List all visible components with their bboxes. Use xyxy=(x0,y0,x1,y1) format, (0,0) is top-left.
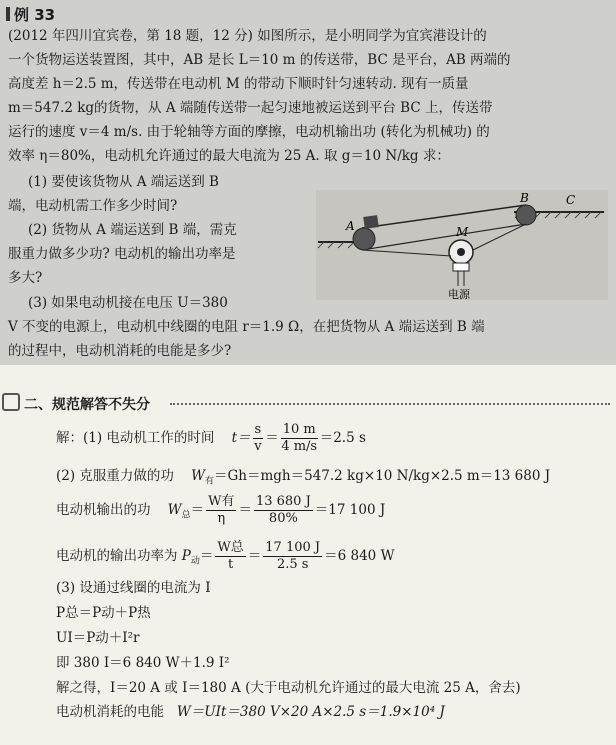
question-2-line-1: (2) 货物从 A 端运送到 B 端，需克 xyxy=(28,222,237,238)
solution-step-9: 解之得，I＝20 A 或 I＝180 A (大于电动机允许通过的最大电流 25 A，舍去) xyxy=(56,680,521,696)
solution-step-7: UI＝P动＋I²r xyxy=(56,630,140,646)
example-title: 例 33 xyxy=(6,4,55,25)
label-power: 电源 xyxy=(448,288,470,300)
question-3-line-1: (3) 如果电动机接在电压 U＝380 xyxy=(28,295,228,311)
solution-step-1: 解：(1) 电动机工作的时间 t＝ $\frac{s}{v}$ ＝ $\frac{10 m}{4 m/s}$ ＝2.5 s xyxy=(56,422,366,454)
problem-line-6: 效率 η＝80%，电动机允许通过的最大电流为 25 A. 取 g＝10 N/kg 求： xyxy=(8,148,450,164)
solution-step-6: P总＝P动＋P热 xyxy=(56,605,151,621)
label-m: M xyxy=(456,225,469,239)
wheel-b-icon xyxy=(516,205,536,225)
problem-line-3: 高度差 h＝2.5 m，传送带在电动机 M 的带动下顺时针匀速转动. 现有一质量 xyxy=(8,76,469,92)
question-3-line-2: V 不变的电源上，电动机中线圈的电阻 r＝1.9 Ω，在把货物从 A 端运送到 B 端 xyxy=(8,319,485,335)
question-2-line-3: 多大? xyxy=(8,270,43,286)
question-3-line-3: 的过程中，电动机消耗的电能是多少? xyxy=(8,343,232,359)
solution-step-5: (3) 设通过线圈的电流为 I xyxy=(56,580,211,596)
solution-step-2: (2) 克服重力做的功 $W_有=Gh=mgh=547.2$ kg×10 N/kg×2.5 m＝13 680 J xyxy=(56,468,551,487)
section-divider xyxy=(170,403,610,405)
motor-base xyxy=(453,263,469,271)
solution-step-10: 电动机消耗的电能 W＝UIt＝380 V×20 A×2.5 s＝1.9×10⁴ J xyxy=(56,704,445,720)
label-a: A xyxy=(346,219,355,233)
solution-step-8: 即 380 I＝6 840 W＋1.9 I² xyxy=(56,655,230,671)
wheel-a-icon xyxy=(353,228,375,250)
problem-line-4: m＝547.2 kg的货物，从 A 端随传送带一起匀速地被运送到平台 BC 上，传送带 xyxy=(8,100,493,116)
solution-step-4: 电动机的输出功率为 $P_动=$ $\frac{\text{W总}}{t}$ ＝ $\frac{17 100 J}{2.5 s}$ ＝6 840 W xyxy=(56,540,395,572)
problem-line-2: 一个货物运送装置图，其中，AB 是长 L＝10 m 的传送带，BC 是平台，AB 两端的 xyxy=(8,52,511,68)
solution-step-3: 电动机输出的功 $W_总=$ $\frac{\text{W有}}{\eta}$ ＝ $\frac{13 680 J}{80\%}$ ＝17 100 J xyxy=(56,494,386,526)
label-b: B xyxy=(520,191,529,205)
problem-panel xyxy=(0,0,616,365)
section-icon xyxy=(2,393,20,411)
question-2-line-2: 服重力做多少功? 电动机的输出功率是 xyxy=(8,246,236,262)
question-1-line-1: (1) 要使该货物从 A 端运送到 B xyxy=(28,174,219,190)
cargo-box-icon xyxy=(363,215,379,229)
question-1-line-2: 端，电动机需工作多少时间? xyxy=(8,198,178,214)
label-c: C xyxy=(566,193,576,207)
section-title: 二、规范解答不失分 xyxy=(2,393,150,414)
conveyor-diagram xyxy=(316,190,608,300)
problem-line-1: (2012 年四川宜宾卷，第 18 题，12 分) 如图所示，是小明同学为宜宾港设计的 xyxy=(8,28,487,44)
problem-line-5: 运行的速度 v＝4 m/s. 由于轮轴等方面的摩擦，电动机输出功 (转化为机械功) 的 xyxy=(8,124,490,140)
example-marker-icon xyxy=(6,7,10,21)
